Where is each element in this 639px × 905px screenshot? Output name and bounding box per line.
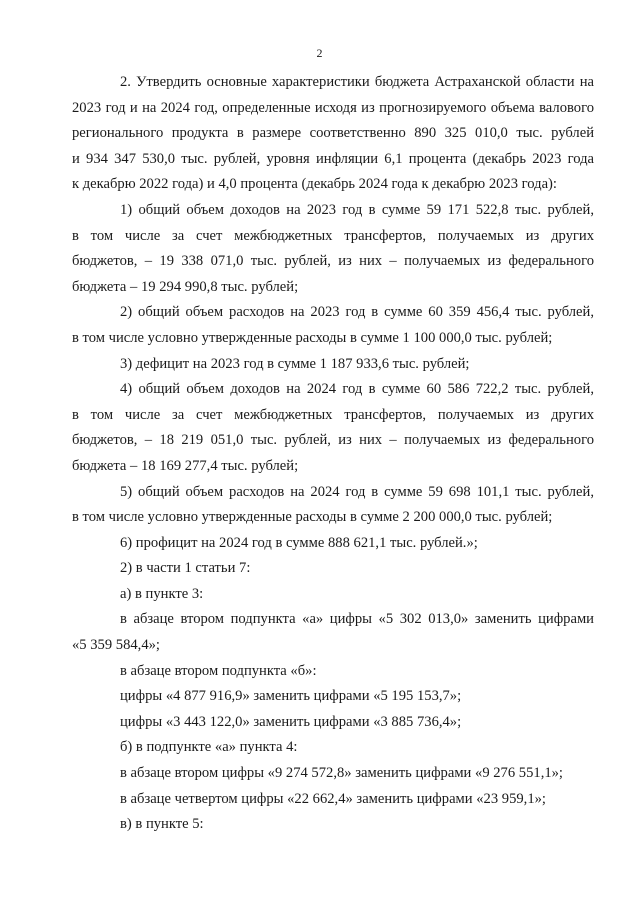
text-line: 2. Утвердить основные характеристики бюджета Астраханской области на (120, 74, 594, 90)
text-line: бюджета – 19 294 990,8 тыс. рублей; (72, 278, 299, 295)
text-line: бюджетов, – 18 219 051,0 тыс. рублей, из них – получаемых из федерального (72, 432, 594, 449)
text-line: б) в подпункте «а» пункта 4: (120, 739, 298, 756)
text-line: 2) общий объем расходов на 2023 год в сумме 60 359 456,4 тыс. рублей, (120, 304, 594, 321)
text-line: бюджетов, – 19 338 071,0 тыс. рублей, из них – получаемых из федерального (72, 253, 594, 270)
text-line: в том числе условно утвержденные расходы в сумме 2 200 000,0 тыс. рублей; (72, 509, 553, 526)
text-line: 4) общий объем доходов на 2024 год в сумме 60 586 722,2 тыс. рублей, (120, 381, 594, 398)
text-line: в том числе за счет межбюджетных трансфертов, получаемых из других (72, 227, 594, 244)
text-line: в том числе условно утвержденные расходы в сумме 1 100 000,0 тыс. рублей; (72, 329, 553, 346)
text-line: 5) общий объем расходов на 2024 год в сумме 59 698 101,1 тыс. рублей, (120, 483, 594, 500)
text-line: 1) общий объем доходов на 2023 год в сумме 59 171 522,8 тыс. рублей, (120, 201, 594, 218)
text-line: и 934 347 530,0 тыс. рублей, уровня инфляции 6,1 процента (декабрь 2023 года (72, 150, 594, 167)
text-line: регионального продукта в размере соответственно 890 325 010,0 тыс. рублей (72, 125, 594, 142)
text-line: цифры «4 877 916,9» заменить цифрами «5 195 153,7»; (120, 688, 462, 705)
text-line: в абзаце четвертом цифры «22 662,4» заменить цифрами «23 959,1»; (120, 790, 546, 807)
text-line: в) в пункте 5: (120, 816, 204, 833)
text-line: цифры «3 443 122,0» заменить цифрами «3 885 736,4»; (120, 713, 462, 730)
text-line: в абзаце втором подпункта «а» цифры «5 302 013,0» заменить цифрами (120, 611, 594, 628)
text-line: бюджета – 18 169 277,4 тыс. рублей; (72, 457, 299, 474)
page-number: 2 (316, 46, 323, 60)
text-line: в абзаце втором подпункта «б»: (120, 662, 317, 679)
text-line: в том числе за счет межбюджетных трансфертов, получаемых из других (72, 406, 594, 423)
text-line: а) в пункте 3: (120, 585, 204, 602)
text-line: к декабрю 2022 года) и 4,0 процента (декабрь 2024 года к декабрю 2023 года): (72, 176, 557, 193)
text-line: 3) дефицит на 2023 год в сумме 1 187 933,6 тыс. рублей; (120, 355, 470, 372)
text-line: «5 359 584,4»; (72, 637, 160, 654)
text-line: в абзаце втором цифры «9 274 572,8» заменить цифрами «9 276 551,1»; (120, 765, 563, 782)
text-line: 2023 год и на 2024 год, определенные исходя из прогнозируемого объема валового (72, 99, 594, 116)
text-line: 2) в части 1 статьи 7: (120, 560, 251, 577)
text-line: 6) профицит на 2024 год в сумме 888 621,1 тыс. рублей.»; (120, 534, 478, 551)
document-body (72, 70, 594, 838)
